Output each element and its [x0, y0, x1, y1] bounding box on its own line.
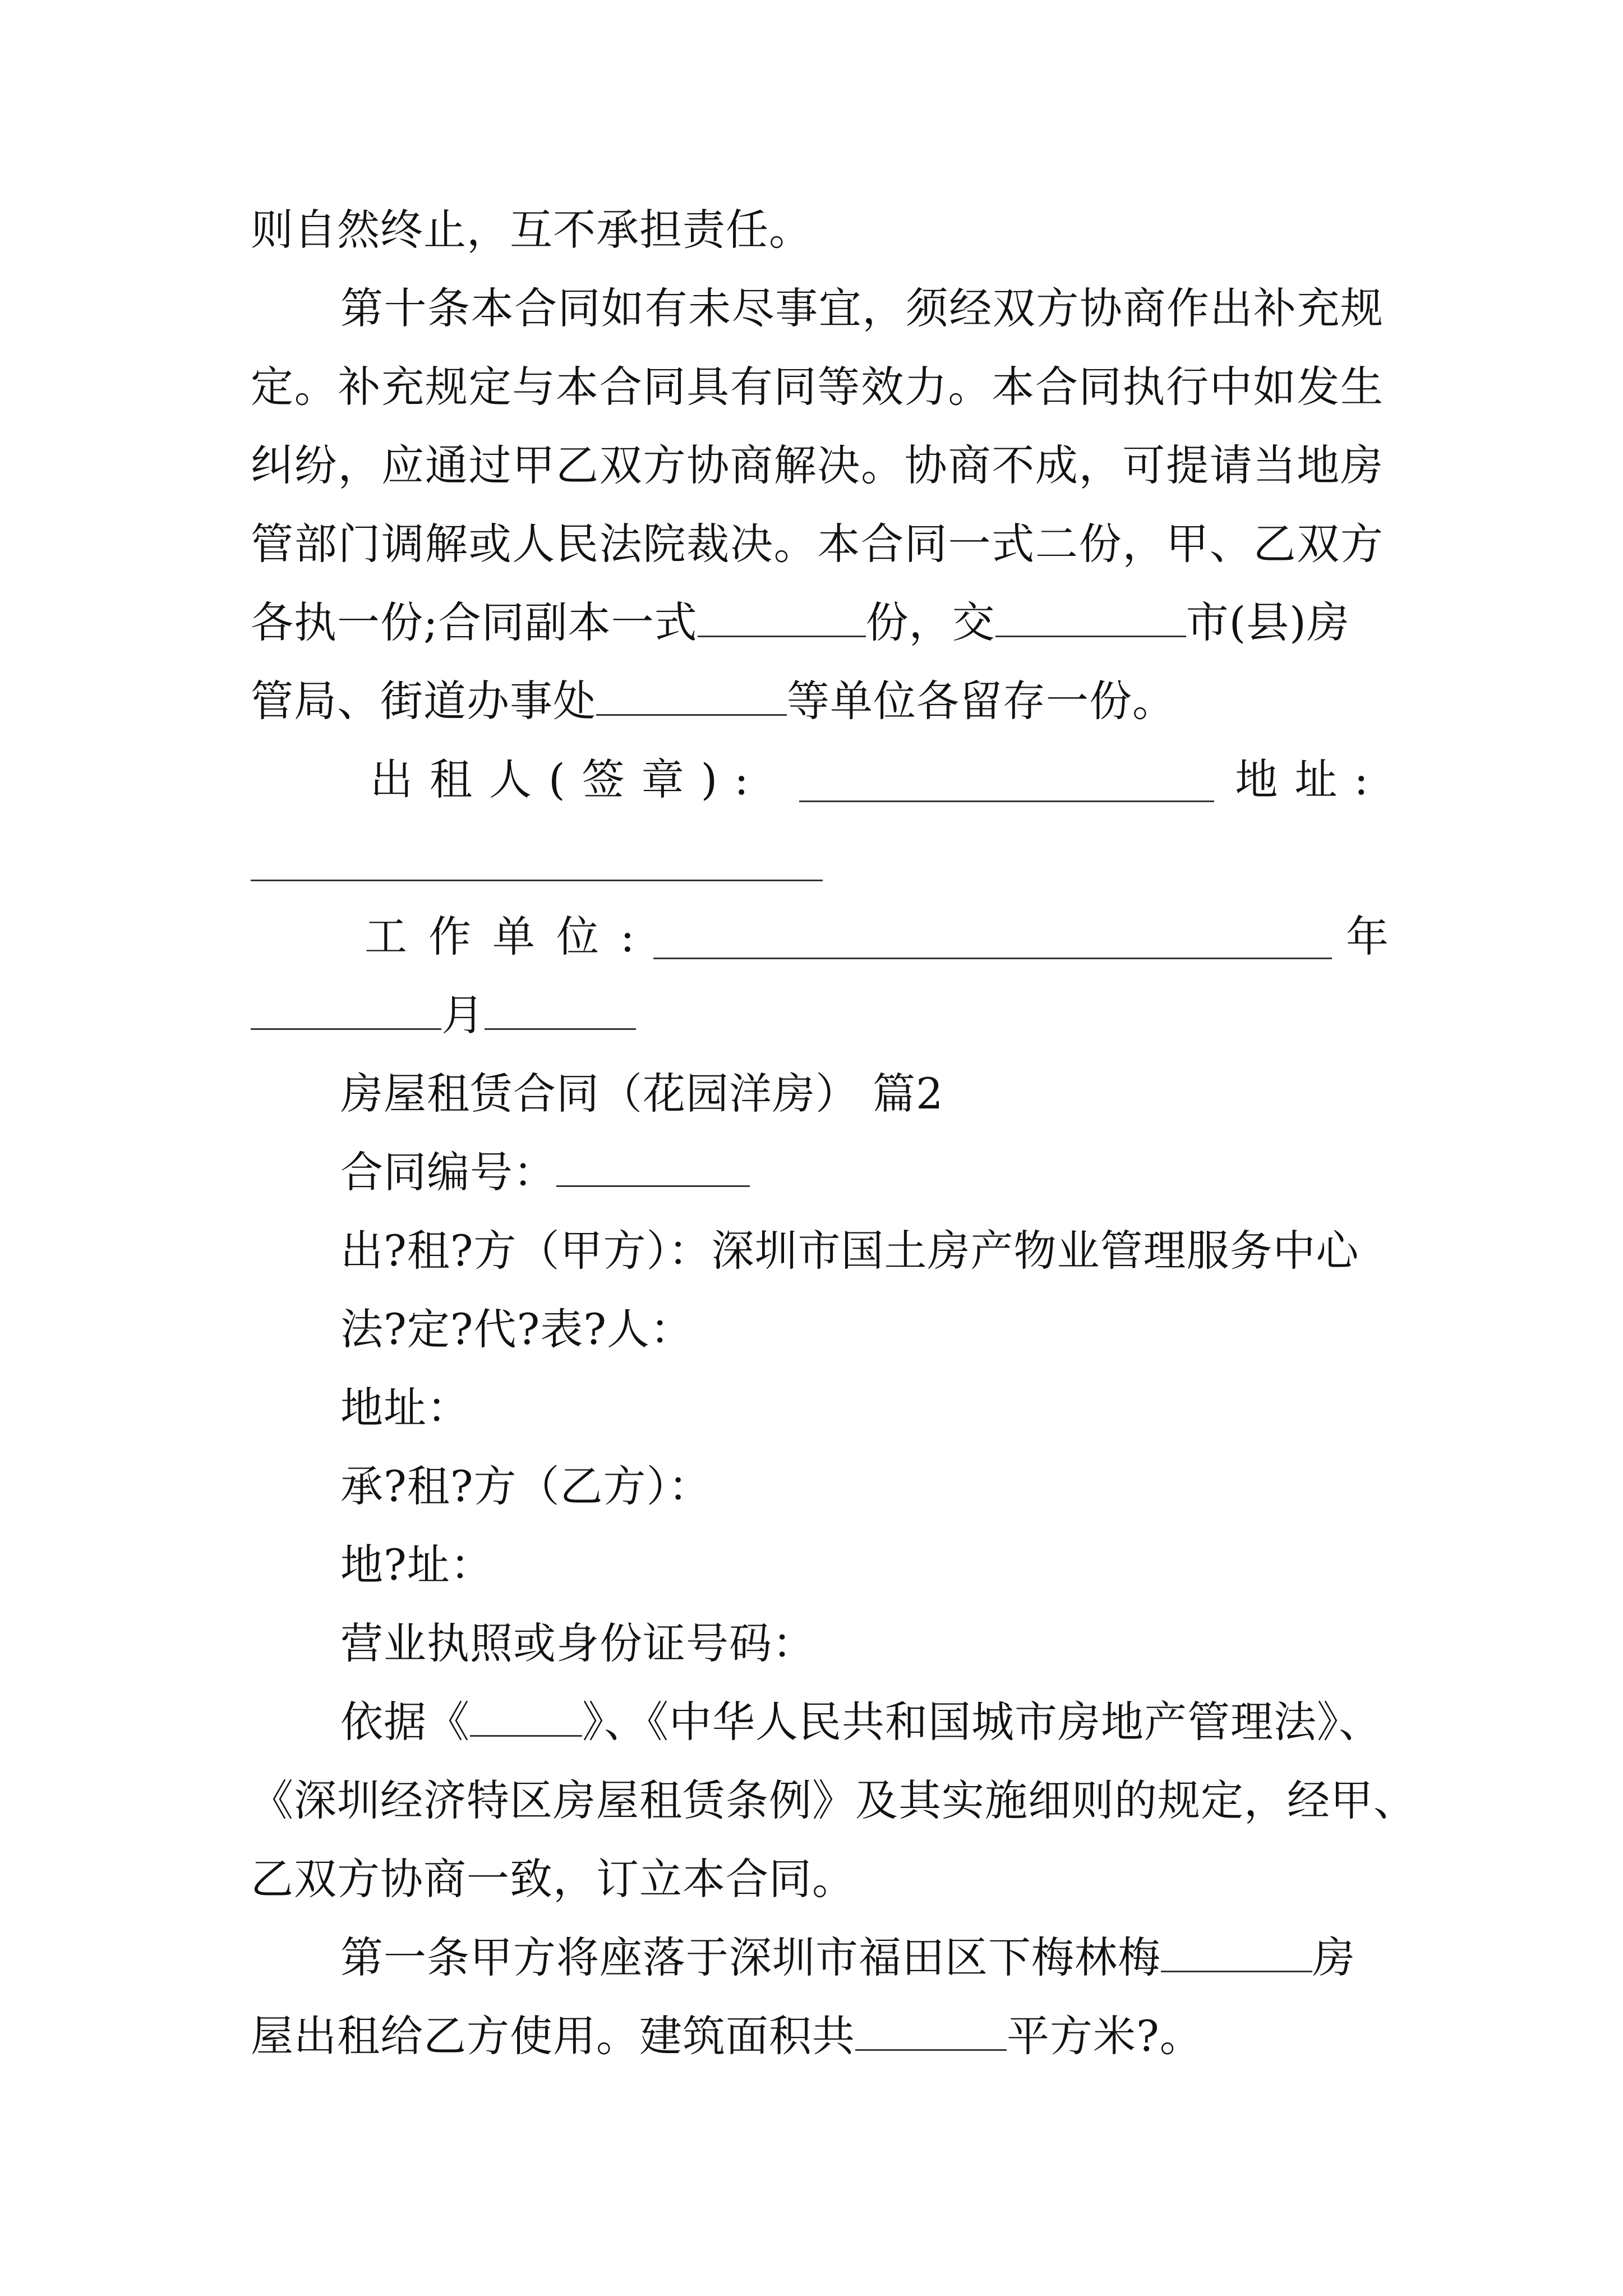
paragraph-line	[251, 670, 1384, 732]
text: 管局、街道办事处	[251, 676, 596, 726]
contract-number-line	[340, 1142, 1384, 1203]
contract-number-label: 合同编号：	[340, 1147, 556, 1197]
text: 各执一份;合同副本一式	[251, 597, 698, 647]
section-title: 房屋租赁合同（花园洋房） 篇2	[340, 1069, 944, 1119]
text: 份，交	[865, 597, 995, 647]
lessor-line: 出?租?方（甲方）：深圳市国土房产物业管理服务中心	[340, 1226, 1359, 1276]
text: 等单位各留存一份。	[787, 676, 1175, 726]
address-label: 地址:	[1235, 754, 1385, 804]
paragraph-line	[340, 1691, 1384, 1753]
lessee-line: 承?租?方（乙方）：	[340, 1461, 712, 1511]
blank-year	[251, 992, 441, 1030]
text: 屋出租给乙方使用。建筑面积共	[251, 2011, 855, 2061]
month-label: 月	[441, 990, 485, 1040]
paragraph-line: 乙双方协商一致，订立本合同。	[251, 1854, 855, 1904]
text: 依据《	[340, 1697, 470, 1747]
paragraph-line: 管部门调解或人民法院裁决。本合同一式二份，甲、乙双方	[251, 519, 1384, 569]
text: 市(县)房	[1186, 597, 1350, 647]
blank-area	[855, 2013, 1007, 2051]
paragraph-line	[251, 199, 1384, 261]
blank-house-number	[1161, 1935, 1312, 1972]
text: 则自然终止，互不承担责任。	[251, 205, 812, 255]
text: 房	[1312, 1932, 1355, 1982]
blank-copies	[698, 600, 866, 637]
blank-address	[251, 880, 823, 881]
paragraph-line: 《深圳经济特区房屋租赁条例》及其实施细则的规定，经甲、	[251, 1775, 1417, 1825]
paragraph-line	[340, 1927, 1384, 1989]
paragraph-line: 第十条本合同如有未尽事宜，须经双方协商作出补充规	[340, 283, 1384, 333]
blank-city	[995, 600, 1186, 637]
lessee-address-line: 地?址：	[340, 1540, 494, 1590]
year-label: 年	[1346, 912, 1389, 961]
work-unit-label: 工作单位:	[365, 912, 656, 961]
blank-work-unit	[653, 958, 1332, 959]
paragraph-line: 纠纷，应通过甲乙双方协商解决。协商不成，可提请当地房	[251, 440, 1384, 490]
blank-contract-number	[556, 1149, 750, 1187]
address-line: 地址：	[340, 1383, 470, 1433]
text: 》、《中华人民共和国城市房地产管理法》、	[582, 1697, 1382, 1747]
blank-law	[470, 1699, 582, 1737]
blank-office	[596, 678, 787, 716]
license-line: 营业执照或身份证号码：	[340, 1618, 815, 1668]
paragraph-line: 定。补充规定与本合同具有同等效力。本合同执行中如发生	[251, 362, 1384, 412]
blank-lessor-sign	[799, 800, 1214, 802]
text: 第一条甲方将座落于深圳市福田区下梅林梅	[340, 1932, 1161, 1982]
paragraph-line	[251, 592, 1384, 654]
lessor-sign-label: 出租人(签章):	[370, 754, 766, 804]
blank-month	[485, 992, 636, 1030]
month-line	[251, 984, 1384, 1046]
text: 平方米?。	[1007, 2011, 1203, 2061]
paragraph-line	[251, 2005, 1384, 2067]
legal-rep-line: 法?定?代?表?人：	[340, 1304, 693, 1354]
